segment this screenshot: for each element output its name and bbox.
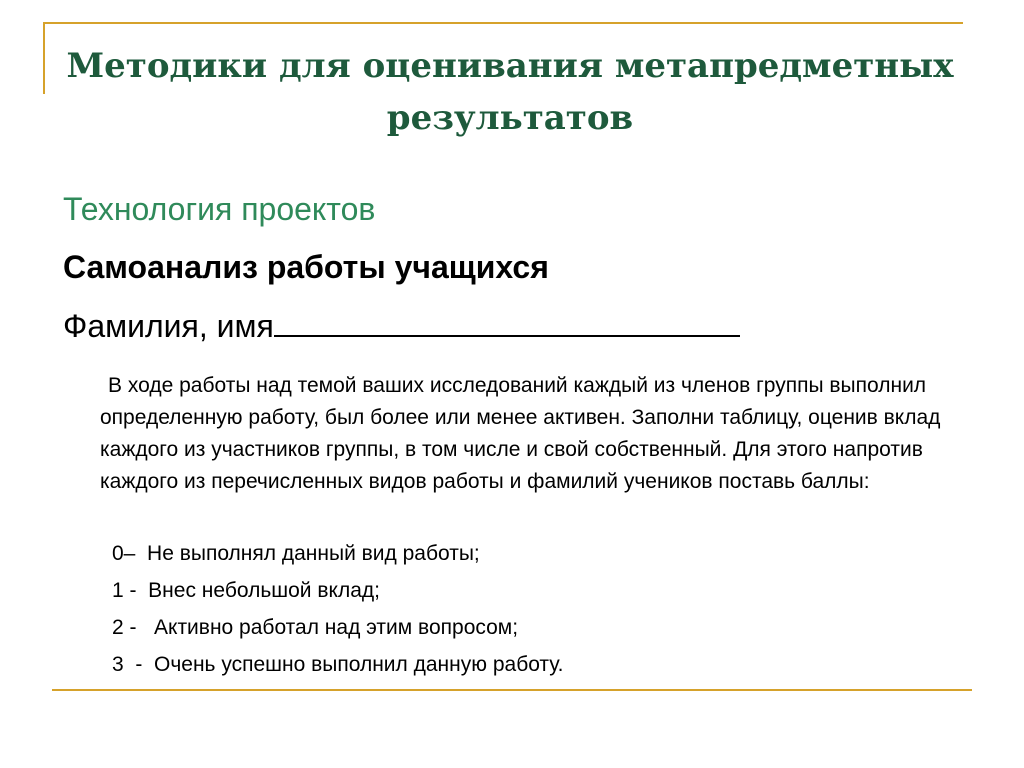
subtitle: Технология проектов: [63, 191, 376, 227]
score-item-1: 1 - Внес небольшой вклад;: [112, 579, 380, 602]
heading: Самоанализ работы учащихся: [63, 249, 549, 285]
score-item-3: 3 - Очень успешно выполнил данную работу.: [112, 653, 564, 676]
slide-title: Методики для оценивания метапредметных результатов: [66, 46, 954, 138]
score-item-2: 2 - Активно работал над этим вопросом;: [112, 616, 519, 639]
frame-top-line: [43, 22, 963, 24]
frame-bottom-line: [52, 689, 972, 691]
name-field-line: [63, 305, 740, 346]
name-label: Фамилия, имя: [63, 308, 274, 344]
name-blank-underline: [274, 305, 740, 337]
instructions-text: В ходе работы над темой ваших исследований каждый из членов группы выполнил определенную работу, был более или менее активен. Заполни таблицу, оценив вклад каждого из участников группы, в том числе и свой собственный. Для этого напротив каждого из перечисленных видов работы и фамилий учеников поставь баллы:: [100, 374, 941, 493]
score-item-0: 0– Не выполнял данный вид работы;: [112, 542, 480, 565]
instructions-paragraph: [100, 370, 980, 498]
frame-left-line: [43, 22, 45, 94]
score-scale-list: [112, 535, 564, 683]
